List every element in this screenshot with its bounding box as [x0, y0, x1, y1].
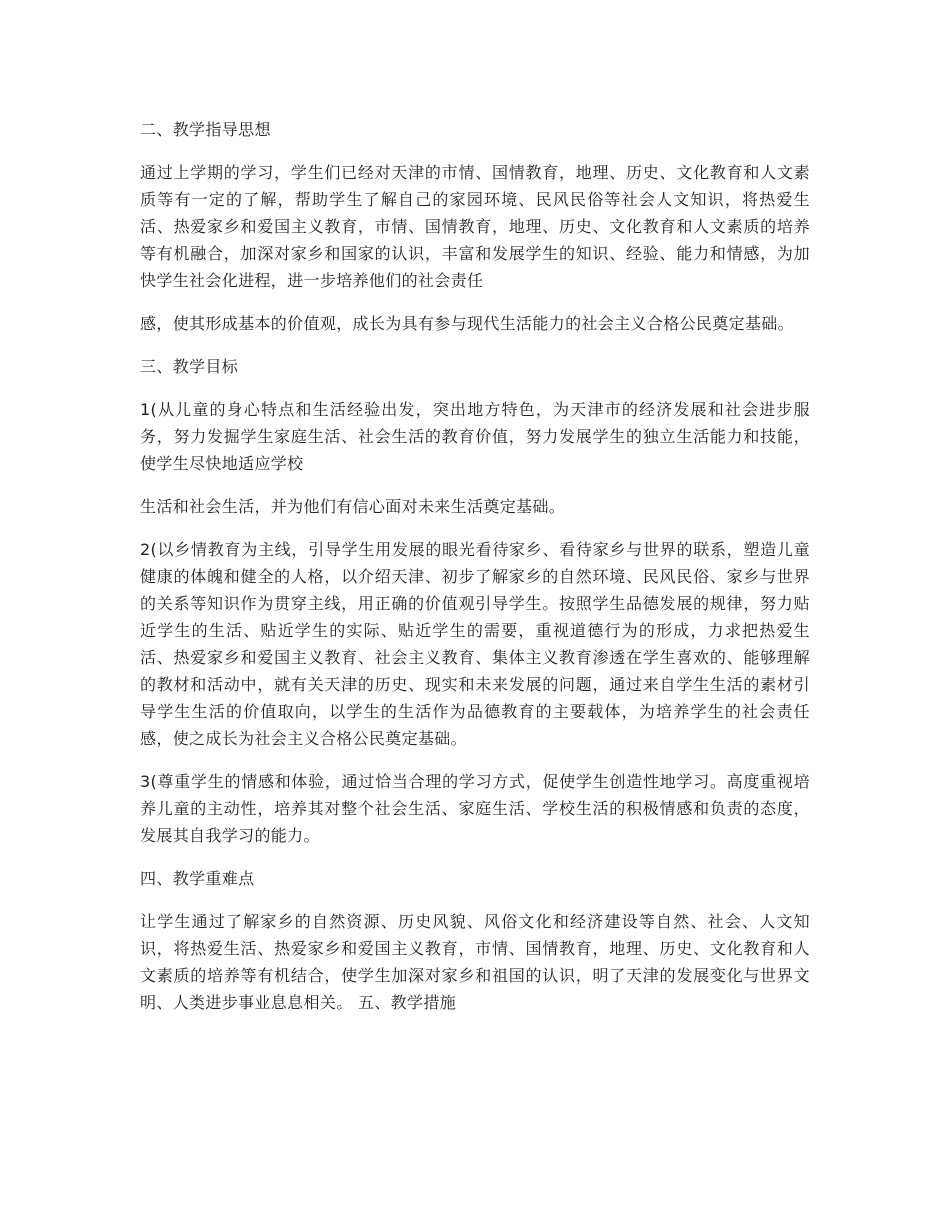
paragraph-goal-3: 3(尊重学生的情感和体验，通过恰当合理的学习方式，促使学生创造性地学习。高度重视培养儿童的主动性，培养其对整个社会生活、家庭生活、学校生活的积极情感和负责的态度，发展其自我学习的能力。 — [140, 772, 810, 845]
paragraph-goal-1-part-1: 1(从儿童的身心特点和生活经验出发，突出地方特色，为天津市的经济发展和社会进步服务，努力发掘学生家庭生活、社会生活的教育价值，努力发展学生的独立生活能力和技能，使学生尽快地适应学校 — [140, 400, 810, 473]
paragraph-guiding-ideology-2: 感，使其形成基本的价值观，成长为具有参与现代生活能力的社会主义合格公民奠定基础。 — [140, 314, 795, 333]
section-heading-key-difficulties: 四、教学重难点 — [140, 869, 255, 888]
paragraph-key-difficulties: 让学生通过了解家乡的自然资源、历史风貌、风俗文化和经济建设等自然、社会、人文知识，将热爱生活、热爱家乡和爱国主义教育，市情、国情教育，地理、历史、文化教育和人文素质的培养等有机结合，使学生加深对家乡和祖国的认识，明了天津的发展变化与世界文明、人类进步事业息息相关。 五、教学措施 — [140, 912, 810, 1012]
paragraph-goal-2: 2(以乡情教育为主线，引导学生用发展的眼光看待家乡、看待家乡与世界的联系，塑造儿童健康的体魄和健全的人格，以介绍天津、初步了解家乡的自然环境、民风民俗、家乡与世界的关系等知识作为贯穿主线，用正确的价值观引导学生。按照学生品德发展的规律，努力贴近学生的生活、贴近学生的实际、贴近学生的需要，重视道德行为的形成，力求把热爱生活、热爱家乡和爱国主义教育、社会主义教育、集体主义教育渗透在学生喜欢的、能够理解的教材和活动中，就有关天津的历史、现实和未来发展的问题，通过来自学生生活的素材引导学生生活的价值取向，以学生的生活作为品德教育的主要载体，为培养学生的社会责任感，使之成长为社会主义合格公民奠定基础。 — [140, 540, 810, 748]
paragraph-goal-1-part-2: 生活和社会生活，并为他们有信心面对未来生活奠定基础。 — [140, 497, 566, 516]
paragraph-guiding-ideology-1: 通过上学期的学习，学生们已经对天津的市情、国情教育，地理、历史、文化教育和人文素质等有一定的了解，帮助学生了解自己的家园环境、民风民俗等社会人文知识，将热爱生活、热爱家乡和爱国主义教育，市情、国情教育，地理、历史、文化教育和人文素质的培养等有机融合，加深对家乡和国家的认识，丰富和发展学生的知识、经验、能力和情感，为加快学生社会化进程，进一步培养他们的社会责任 — [140, 163, 810, 290]
section-heading-guiding-ideology: 二、教学指导思想 — [140, 120, 271, 139]
section-heading-teaching-goals: 三、教学目标 — [140, 357, 239, 376]
